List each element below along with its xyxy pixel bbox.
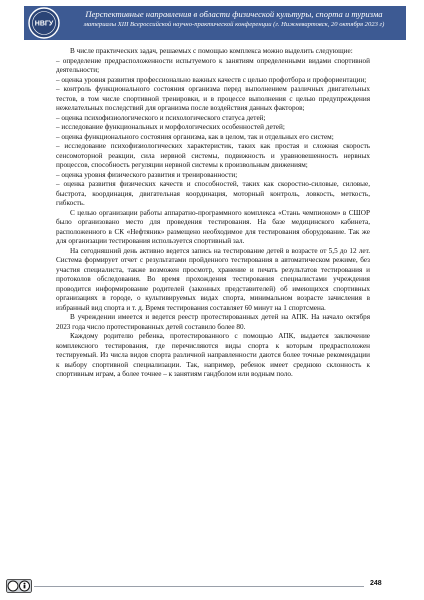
paragraph: – оценка уровня развития профессионально важных качеств с целью профотбора и профориентации; xyxy=(56,75,367,84)
footer-divider xyxy=(34,586,364,587)
header-title: Перспективные направления в области физической культуры, спорта и туризма xyxy=(85,9,383,19)
header-subtitle: материалы XIII Всероссийской научно-практической конференции (г. Нижневартовск, 20 октября 2023 г) xyxy=(83,21,385,28)
paragraph: На сегодняшний день активно ведется запись на тестирование детей в возрасте от 5,5 до 12 лет. Система формирует отчет с результатами пройденного тестирования в автоматическом режиме, без участия специалиста, также возможен просмотр, хранение и печать результатов тестирования и протоколов обследования. Во время прохождения тестирования специалистами учреждения проводится информирование родителей (законных представителей) об имеющихся спортивных организациях в городе, о культивируемых видах спорта, минимальном возрасте зачисления в избранный вид спорта и т. д. Время тестирования составляет 60 минут на 1 спортсмена. xyxy=(56,246,370,312)
paragraph: – оценка психофизиологического и психологического статуса детей; xyxy=(56,113,266,122)
paragraph: С целью организации работы аппаратно-программного комплекса «Стань чемпионом» в СШОР было организовано место для проведения тестирования. На базе медицинского кабинета, расположенного в СК «Нефтяник» размещено необходимое для тестирования оборудование. Так же для организации тестирования используется спортивный зал. xyxy=(56,208,370,245)
paragraph: В учреждении имеется и ведется реестр протестированных детей на АПК. На начало октября 2023 года число протестированных детей составило более 80. xyxy=(56,313,370,331)
paragraph: – контроль функционального состояния организма перед выполнением различных двигательных тестов, в том числе спортивной тренировки, и в процессе выполнения с целью предупреждения нежелательных последствий для организма после воздействия данных факторов; xyxy=(56,85,370,112)
cc-license-icon xyxy=(6,579,32,593)
paragraph: – оценка уровня физического развития и тренированности; xyxy=(56,170,238,179)
paragraph: Каждому родителю ребенка, протестированного с помощью АПК, выдается заключение комплексного тестирования, где перечисляются виды спорта к которым предрасположен тестируемый. Из числа видов спорта различной направленности даются более точные рекомендации к выбору спортивной специализации. Так, например, ребенок имеет среднюю склонность к спортивным играм, а более точнее – к занятиям гандболом или водным поло. xyxy=(56,332,370,378)
paragraph: В числе практических задач, решаемых с помощью комплекса можно выделить следующие: xyxy=(70,47,353,55)
paragraph: – исследование функциональных и морфологических особенностей детей; xyxy=(56,123,285,131)
paragraph: – оценка развития физических качеств и способностей, таких как скоростно-силовые, силовые, быстрота, координация, двигательная координация, моторный контроль, ловкость, меткость, гибкость. xyxy=(56,180,370,207)
article-body xyxy=(56,47,370,380)
page-footer xyxy=(0,574,424,600)
logo-text: НВГУ xyxy=(34,20,54,28)
header-text xyxy=(66,9,402,30)
university-logo xyxy=(28,7,60,39)
paragraph: – определение предрасположенности испытуемого к занятиям определенными видами спортивной деятельности; xyxy=(56,56,370,74)
paragraph: – оценка функционального состояния организма, как в целом, так и отдельных его систем; xyxy=(56,132,334,141)
paragraph: – исследование психофизиологических характеристик, таких как простая и сложная скорость сенсомоторной реакции, сила нервной системы, подвижность и уравновешенность нервных процессов, способность регуляции нервной системы к произвольным движениям; xyxy=(56,142,370,169)
page-header xyxy=(24,6,406,40)
page-number: 248 xyxy=(370,580,382,587)
